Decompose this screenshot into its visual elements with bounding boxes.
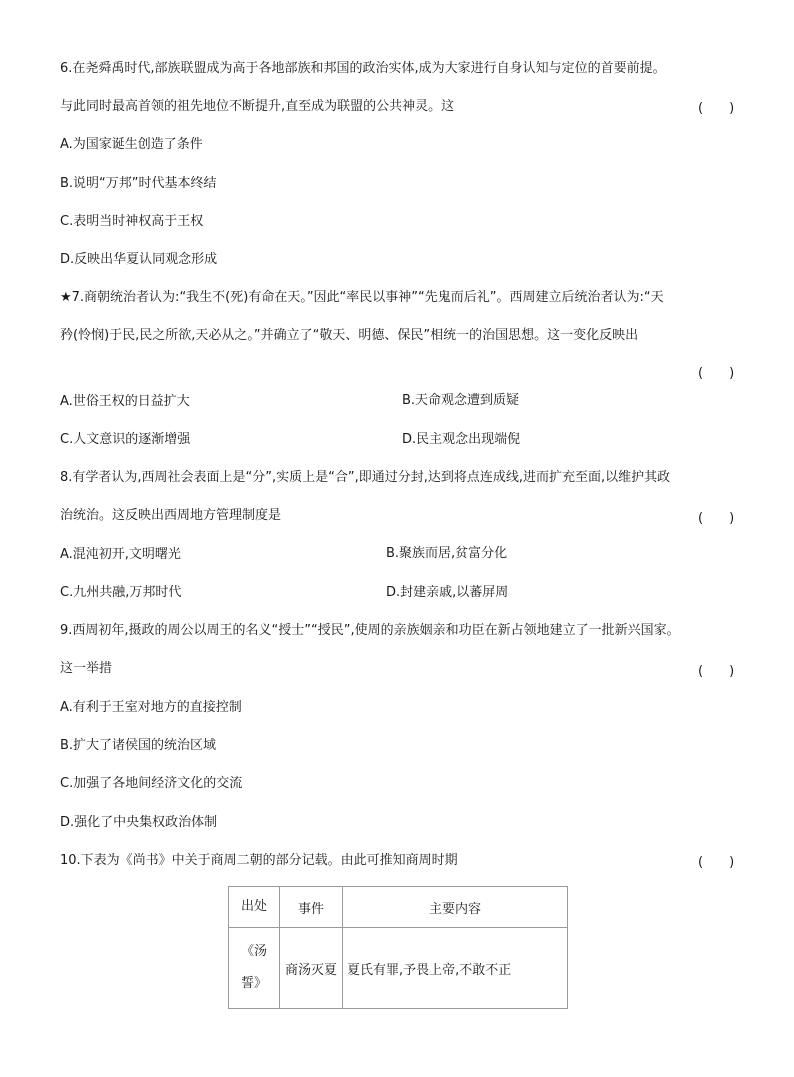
q6-option-d: D.反映出华夏认同观念形成	[60, 252, 218, 267]
table-row	[229, 928, 568, 1009]
q8-answer-blank: ( )	[698, 511, 735, 526]
q7-answer-blank: ( )	[698, 366, 735, 381]
q6-answer-blank: ( )	[698, 101, 735, 116]
q9-option-a: A.有利于王室对地方的直接控制	[60, 700, 242, 715]
q8-option-a: A.混沌初开,文明曙光	[60, 547, 181, 562]
q9-stem-line-1: 9.西周初年,摄政的周公以周王的名义“授士”“授民”,使周的亲族姻亲和功臣在新占领地建立了一批新兴国家。	[60, 623, 680, 638]
q9-option-b: B.扩大了诸侯国的统治区域	[60, 738, 217, 753]
q8-option-b: B.聚族而居,贫富分化	[386, 546, 508, 561]
q8-stem-line-2: 治统治。这反映出西周地方管理制度是	[60, 508, 282, 523]
q8-option-c: C.九州共融,万邦时代	[60, 585, 182, 600]
source-table	[228, 886, 568, 1009]
q8-option-d: D.封建亲戚,以蕃屏周	[386, 585, 509, 600]
q9-option-d: D.强化了中央集权政治体制	[60, 815, 218, 830]
table-cell-content: 夏氏有罪,予畏上帝,不敢不正	[343, 928, 568, 1009]
q6-option-a: A.为国家诞生创造了条件	[60, 137, 203, 152]
q9-option-c: C.加强了各地间经济文化的交流	[60, 776, 243, 791]
q10-answer-blank: ( )	[698, 855, 735, 870]
q6-option-b: B.说明“万邦”时代基本终结	[60, 176, 217, 191]
q6-stem-line-1: 6.在尧舜禹时代,部族联盟成为高于各地部族和邦国的政治实体,成为大家进行自身认知与定位的首要前提。	[60, 61, 666, 76]
table-header-cell: 主要内容	[343, 887, 568, 928]
table-cell-event: 商汤灭夏	[280, 928, 343, 1009]
q6-stem-line-2: 与此同时最高首领的祖先地位不断提升,直至成为联盟的公共神灵。这	[60, 99, 455, 114]
table-header-row	[229, 887, 568, 928]
q8-stem-line-1: 8.有学者认为,西周社会表面上是“分”,实质上是“合”,即通过分封,达到将点连成线,进而扩充至面,以维护其政	[60, 470, 671, 485]
q6-option-c: C.表明当时神权高于王权	[60, 214, 204, 229]
q7-option-d: D.民主观念出现端倪	[402, 432, 521, 447]
q7-stem-line-2: 矜(怜悯)于民,民之所欲,天必从之。”并确立了“敬天、明德、保民”相统一的治国思想。这一变化反映出	[60, 328, 639, 343]
table-header-cell: 事件	[280, 887, 343, 928]
q7-option-c: C.人文意识的逐渐增强	[60, 432, 191, 447]
q9-answer-blank: ( )	[698, 664, 735, 679]
table-cell-source: 《汤誓》	[229, 928, 280, 1009]
q10-stem-line-1: 10.下表为《尚书》中关于商周二朝的部分记载。由此可推知商周时期	[60, 853, 458, 868]
table-header-cell: 出处	[229, 887, 280, 928]
q9-stem-line-2: 这一举措	[60, 661, 113, 676]
q7-stem-line-1: ★7.商朝统治者认为:“我生不(死)有命在天。”因此“率民以事神”“先鬼而后礼”。西周建立后统治者认为:“天	[60, 290, 664, 305]
q7-option-b: B.天命观念遭到质疑	[402, 393, 520, 408]
q7-option-a: A.世俗王权的日益扩大	[60, 394, 190, 409]
